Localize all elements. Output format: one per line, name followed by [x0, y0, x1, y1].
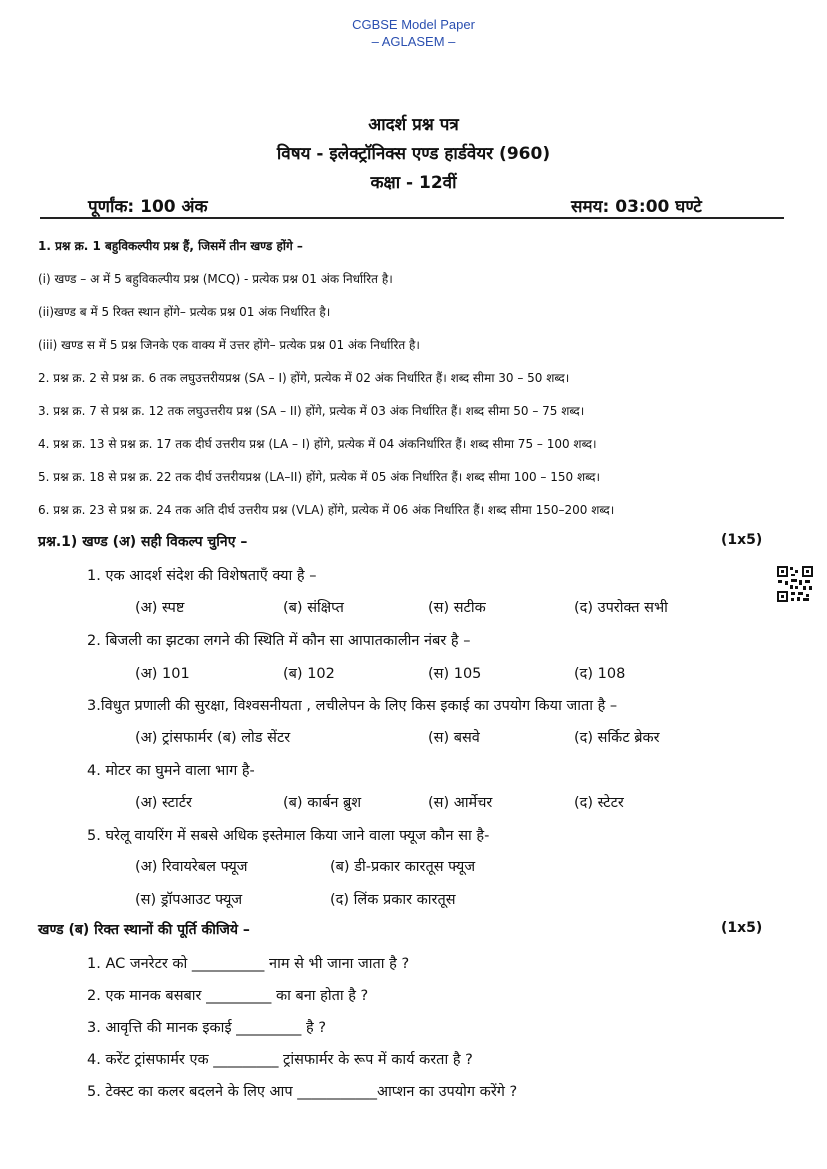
- fill-blank-question: 4. करेंट ट्रांसफार्मर एक _________ ट्रांसफार्मर के रूप में कार्य करता है ?: [87, 1052, 473, 1068]
- mcq-option: (द) सर्किट ब्रेकर: [574, 730, 660, 746]
- mcq-option: (अ) स्पष्ट: [135, 600, 185, 616]
- instruction-item: 2. प्रश्न क्र. 2 से प्रश्न क्र. 6 तक लघुउत्तरीयप्रश्न (SA – I) होंगे, प्रत्येक में 02 अंक निर्धारित हैं। शब्द सीमा 30 – 50 शब्द।: [38, 371, 570, 385]
- mcq-option: (ब) डी-प्रकार कारतूस फ्यूज: [330, 859, 476, 875]
- mcq-option: (स) आर्मेचर: [428, 795, 493, 811]
- mcq-question: 5. घरेलू वायरिंग में सबसे अधिक इस्तेमाल किया जाने वाला फ्यूज कौन सा है-: [87, 828, 490, 844]
- class-title: कक्षा - 12वीं: [370, 173, 457, 193]
- instruction-item: 5. प्रश्न क्र. 18 से प्रश्न क्र. 22 तक दीर्घ उत्तरीयप्रश्न (LA–II) होंगे, प्रत्येक में 05 अंक निर्धारित हैं। शब्द सीमा 100 – 150 शब्द।: [38, 470, 601, 484]
- section-b-heading: खण्ड (ब) रिक्त स्थानों की पूर्ति कीजिये –: [38, 922, 250, 938]
- time-limit: समय: 03:00 घण्टे: [571, 197, 702, 217]
- instruction-item: 6. प्रश्न क्र. 23 से प्रश्न क्र. 24 तक अति दीर्घ उत्तरीय प्रश्न (VLA) होंगे, प्रत्येक में 06 अंक निर्धारित हैं। शब्द सीमा 150–200 शब्द।: [38, 503, 615, 517]
- mcq-option: (द) स्टेटर: [574, 795, 624, 811]
- header-brand: – AGLASEM –: [371, 34, 456, 49]
- mcq-option: (स) बसवे: [428, 730, 480, 746]
- header-divider: [40, 217, 784, 219]
- fill-blank-question: 3. आवृत्ति की मानक इकाई _________ है ?: [87, 1020, 327, 1036]
- mcq-option: (ब) 102: [283, 666, 335, 682]
- instruction-item: (iii) खण्ड स में 5 प्रश्न जिनके एक वाक्य में उत्तर होंगे– प्रत्येक प्रश्न 01 अंक निर्धारित है।: [38, 338, 420, 352]
- fill-blank-question: 1. AC जनरेटर को __________ नाम से भी जाना जाता है ?: [87, 956, 410, 972]
- mcq-option: (अ) स्टार्टर: [135, 795, 192, 811]
- instruction-item: 3. प्रश्न क्र. 7 से प्रश्न क्र. 12 तक लघुउत्तरीय प्रश्न (SA – II) होंगे, प्रत्येक में 03 अंक निर्धारित हैं। शब्द सीमा 50 – 75 शब्द।: [38, 404, 585, 418]
- mcq-option: (स) ड्रॉपआउट फ्यूज: [135, 892, 243, 908]
- mcq-option: (ब) कार्बन ब्रुश: [283, 795, 362, 811]
- section-a-heading: प्रश्न.1) खण्ड (अ) सही विकल्प चुनिए –: [38, 534, 248, 550]
- section-a-marks: (1x5): [721, 532, 763, 548]
- instruction-item: 1. प्रश्न क्र. 1 बहुविकल्पीय प्रश्न हैं, जिसमें तीन खण्ड होंगे –: [38, 239, 303, 253]
- mcq-option: (ब) संक्षिप्त: [283, 600, 344, 616]
- instruction-item: (i) खण्ड – अ में 5 बहुविकल्पीय प्रश्न (MCQ) - प्रत्येक प्रश्न 01 अंक निर्धारित है।: [38, 272, 393, 286]
- mcq-question: 1. एक आदर्श संदेश की विशेषताएँ क्या है –: [87, 568, 317, 584]
- mcq-question: 3.विधुत प्रणाली की सुरक्षा, विश्वसनीयता , लचीलेपन के लिए किस इकाई का उपयोग किया जाता है –: [87, 698, 618, 714]
- header-source: CGBSE Model Paper: [352, 17, 475, 32]
- mcq-option: (अ) ट्रांसफार्मर (ब) लोड सेंटर: [135, 730, 291, 746]
- mcq-option: (द) लिंक प्रकार कारतूस: [330, 892, 456, 908]
- mcq-option: (द) उपरोक्त सभी: [574, 600, 668, 616]
- paper-title: आदर्श प्रश्न पत्र: [368, 115, 459, 135]
- qr-code-icon: [776, 565, 814, 603]
- fill-blank-question: 2. एक मानक बसबार _________ का बना होता है ?: [87, 988, 369, 1004]
- mcq-option: (स) सटीक: [428, 600, 486, 616]
- mcq-option: (द) 108: [574, 666, 626, 682]
- instruction-item: (ii)खण्ड ब में 5 रिक्त स्थान होंगे– प्रत्येक प्रश्न 01 अंक निर्धारित है।: [38, 305, 331, 319]
- mcq-question: 4. मोटर का घुमने वाला भाग है-: [87, 763, 255, 779]
- mcq-option: (स) 105: [428, 666, 482, 682]
- mcq-question: 2. बिजली का झटका लगने की स्थिति में कौन सा आपातकालीन नंबर है –: [87, 633, 471, 649]
- total-marks: पूर्णांक: 100 अंक: [88, 197, 208, 217]
- mcq-option: (अ) 101: [135, 666, 190, 682]
- section-b-marks: (1x5): [721, 920, 763, 936]
- subject-title: विषय - इलेक्ट्रॉनिक्स एण्ड हार्डवेयर (960): [276, 144, 551, 164]
- instruction-item: 4. प्रश्न क्र. 13 से प्रश्न क्र. 17 तक दीर्घ उत्तरीय प्रश्न (LA – I) होंगे, प्रत्येक में 04 अंकनिर्धारित हैं। शब्द सीमा 75 – 100 शब्द।: [38, 437, 597, 451]
- fill-blank-question: 5. टेक्स्ट का कलर बदलने के लिए आप ___________आप्शन का उपयोग करेंगे ?: [87, 1084, 518, 1100]
- mcq-option: (अ) रिवायरेबल फ्यूज: [135, 859, 248, 875]
